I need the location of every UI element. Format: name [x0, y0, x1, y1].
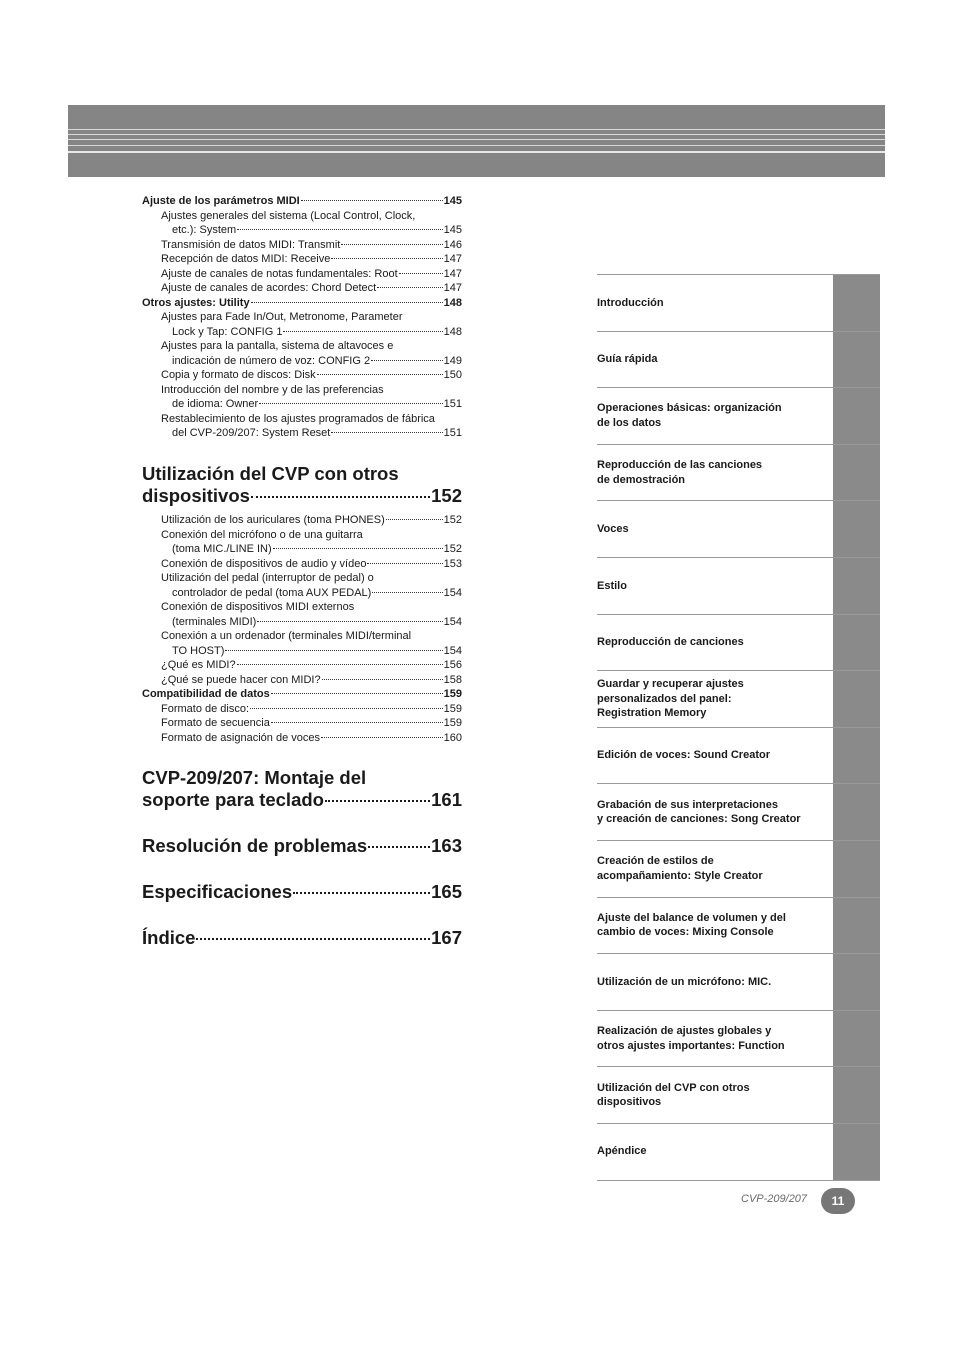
chapter-index-item[interactable]	[597, 387, 880, 444]
chapter-index-item[interactable]	[597, 727, 880, 784]
page-number-badge: 11	[821, 1188, 855, 1214]
toc-entry-text-cont: TO HOST)	[172, 644, 225, 657]
page-number: 167	[431, 927, 462, 948]
chapter-index-item[interactable]	[597, 614, 880, 671]
toc-entry-text: Ajuste de canales de acordes: Chord Detect	[161, 282, 377, 294]
toc-section-specs[interactable]	[142, 881, 462, 903]
toc-entry[interactable]	[142, 368, 462, 383]
toc-entry-text: Recepción de datos MIDI: Receive	[161, 253, 331, 265]
chapter-thumb-tab[interactable]	[833, 1011, 880, 1067]
toc-entry-text: Otros ajustes: Utility	[142, 296, 250, 309]
toc-section-devices[interactable]	[142, 463, 462, 507]
chapter-index-item[interactable]	[597, 500, 880, 557]
footer-model: CVP-209/207	[741, 1193, 808, 1205]
toc-entry-page: 150	[443, 369, 462, 381]
toc-entry[interactable]	[142, 383, 462, 412]
chapter-index-item[interactable]	[597, 1066, 880, 1123]
chapter-index-label: Apéndice	[597, 1145, 647, 1158]
section-title-line2: dispositivos	[142, 485, 250, 506]
toc-entry[interactable]	[142, 629, 462, 658]
chapter-index-label: Reproducción de las canciones de demostración	[597, 459, 763, 486]
chapter-index-label: Guardar y recuperar ajustes personalizados del panel: Registration Memory	[597, 678, 744, 720]
chapter-index-label: Voces	[597, 522, 629, 535]
toc-entry-page: 154	[443, 644, 462, 657]
toc-entry-page: 151	[443, 427, 462, 439]
toc-entry-text: Transmisión de datos MIDI: Transmit	[161, 238, 341, 251]
chapter-index-label: Realización de ajustes globales y otros ajustes importantes: Function	[597, 1025, 785, 1052]
toc-entry[interactable]	[142, 513, 462, 528]
toc-entry[interactable]	[142, 557, 462, 572]
toc-entry-text: Formato de disco:	[161, 702, 250, 715]
toc-entry-text: Conexión a un ordenador (terminales MIDI/terminal	[161, 630, 412, 642]
toc-section-troubleshooting[interactable]	[142, 835, 462, 857]
chapter-index-item[interactable]	[597, 557, 880, 614]
chapter-index-item[interactable]	[597, 1123, 880, 1181]
toc-entry-text: Utilización del pedal (interruptor de pedal) o	[161, 572, 374, 584]
chapter-thumb-tab[interactable]	[833, 275, 880, 331]
toc-entry[interactable]	[142, 702, 462, 717]
chapter-thumb-tab[interactable]	[833, 501, 880, 557]
toc-entry-text: Copia y formato de discos: Disk	[161, 369, 316, 381]
toc-entry-text-cont: etc.): System	[172, 224, 237, 236]
section-title: Especificaciones	[142, 881, 293, 902]
chapter-thumb-tab[interactable]	[833, 332, 880, 388]
toc-entry-page: 156	[443, 659, 462, 671]
chapter-thumb-tab[interactable]	[833, 954, 880, 1010]
header-banner	[68, 105, 885, 177]
chapter-index-item[interactable]	[597, 274, 880, 331]
toc-entry[interactable]	[142, 600, 462, 629]
section-title: Índice	[142, 927, 196, 948]
toc-entry[interactable]	[142, 687, 462, 702]
chapter-thumb-tab[interactable]	[833, 615, 880, 671]
chapter-index-item[interactable]	[597, 783, 880, 840]
toc-section-index[interactable]	[142, 927, 462, 949]
chapter-thumb-tab[interactable]	[833, 898, 880, 954]
chapter-index	[597, 274, 880, 1181]
toc-entry-text: Conexión del micrófono o de una guitarra	[161, 528, 363, 541]
chapter-index-item[interactable]	[597, 331, 880, 388]
toc-entry-page: 159	[443, 702, 462, 715]
toc-entry-text-cont: (toma MIC./LINE IN)	[172, 543, 272, 555]
toc-entry[interactable]	[142, 339, 462, 368]
toc-entry-page: 154	[443, 615, 462, 628]
toc-entry-page: 159	[443, 717, 462, 729]
toc-entry[interactable]	[142, 194, 462, 209]
chapter-thumb-tab[interactable]	[833, 841, 880, 897]
chapter-index-label: Utilización del CVP con otros dispositivos	[597, 1081, 750, 1109]
toc-entry-text: ¿Qué se puede hacer con MIDI?	[161, 673, 321, 686]
toc-entry-text: ¿Qué es MIDI?	[161, 659, 236, 671]
toc-entry-page: 153	[443, 557, 462, 570]
toc-entry[interactable]	[142, 209, 462, 238]
toc-entry[interactable]	[142, 281, 462, 296]
toc-entry-text-cont: (terminales MIDI)	[172, 615, 257, 628]
chapter-thumb-tab[interactable]	[833, 445, 880, 501]
toc-entry-text: Ajuste de canales de notas fundamentales: Root	[161, 267, 398, 280]
page-number: 152	[431, 485, 462, 506]
chapter-thumb-tab[interactable]	[833, 558, 880, 614]
toc-entry[interactable]	[142, 571, 462, 600]
chapter-index-item[interactable]	[597, 897, 880, 954]
chapter-index-item[interactable]	[597, 840, 880, 897]
toc-entry-text: Compatibilidad de datos	[142, 688, 270, 700]
chapter-index-label: Estilo	[597, 579, 627, 592]
toc-entry-text-cont: de idioma: Owner	[172, 398, 259, 410]
chapter-thumb-tab[interactable]	[833, 728, 880, 784]
toc-entry-text: Ajustes generales del sistema (Local Control, Clock,	[161, 209, 416, 222]
toc-entry-text-cont: Lock y Tap: CONFIG 1	[172, 325, 283, 338]
toc-entry-text-cont: indicación de número de voz: CONFIG 2	[172, 354, 371, 367]
toc-entry-page: 159	[443, 688, 462, 700]
toc-entry[interactable]	[142, 310, 462, 339]
toc-section-stand[interactable]	[142, 767, 462, 811]
chapter-thumb-tab[interactable]	[833, 388, 880, 444]
toc-entry[interactable]	[142, 731, 462, 746]
toc-entry-text: Conexión de dispositivos de audio y vídeo	[161, 557, 367, 570]
chapter-index-item[interactable]	[597, 953, 880, 1010]
chapter-index-item[interactable]	[597, 670, 880, 727]
chapter-index-label: Creación de estilos de acompañamiento: Style Creator	[597, 855, 763, 882]
chapter-index-label: Guía rápida	[597, 353, 658, 366]
section-title-line1: Utilización del CVP con otros	[142, 463, 399, 484]
toc-entry[interactable]	[142, 716, 462, 731]
chapter-index-label: Operaciones básicas: organización de los datos	[597, 402, 782, 429]
toc-entry-page: 145	[443, 195, 462, 207]
toc-entry-text: Restablecimiento de los ajustes programados de fábrica	[161, 412, 435, 425]
toc-entry-text: Formato de asignación de voces	[161, 731, 320, 744]
toc-devices-list	[142, 513, 462, 745]
toc-entry[interactable]	[142, 296, 462, 311]
toc-entry[interactable]	[142, 412, 462, 441]
section-title: Resolución de problemas	[142, 835, 368, 856]
chapter-thumb-tab[interactable]	[833, 671, 880, 727]
chapter-index-label: Utilización de un micrófono: MIC.	[597, 975, 772, 988]
toc-entry-page: 147	[443, 253, 462, 265]
chapter-index-label: Reproducción de canciones	[597, 636, 744, 649]
toc-entry-page: 152	[443, 514, 462, 526]
chapter-index-label: Grabación de sus interpretaciones y creación de canciones: Song Creator	[597, 798, 801, 826]
toc-entry-page: 148	[443, 296, 462, 309]
toc-entry-page: 152	[443, 543, 462, 555]
section-title-line2: soporte para teclado	[142, 789, 324, 810]
toc-entry-page: 149	[443, 354, 462, 367]
toc-entry-text-cont: controlador de pedal (toma AUX PEDAL)	[172, 586, 372, 599]
toc-entry[interactable]	[142, 673, 462, 688]
toc-entry-page: 148	[443, 325, 462, 338]
toc-entry-page: 146	[443, 238, 462, 251]
toc-entry-page: 160	[443, 731, 462, 744]
toc-entry-page: 147	[443, 282, 462, 294]
toc-entry-page: 145	[443, 224, 462, 236]
toc-entry-page: 147	[443, 267, 462, 280]
toc-entry-page: 151	[443, 398, 462, 410]
page-number: 163	[431, 835, 462, 856]
toc-entry[interactable]	[142, 238, 462, 253]
chapter-index-label: Introducción	[597, 296, 664, 309]
toc-entry-page: 158	[443, 673, 462, 686]
toc-entry[interactable]	[142, 252, 462, 267]
toc-entry-text: Conexión de dispositivos MIDI externos	[161, 601, 355, 613]
toc-entry-text: Formato de secuencia	[161, 717, 270, 729]
toc-entry[interactable]	[142, 528, 462, 557]
toc-entry-page: 154	[443, 586, 462, 599]
toc-entry-text: Ajuste de los parámetros MIDI	[142, 195, 300, 207]
chapter-thumb-tab[interactable]	[833, 1124, 880, 1180]
chapter-thumb-tab[interactable]	[833, 784, 880, 840]
toc-midi-utility	[142, 194, 462, 441]
toc-entry-text: Ajustes para Fade In/Out, Metronome, Parameter	[161, 311, 403, 323]
page-number: 161	[431, 789, 462, 810]
chapter-index-item[interactable]	[597, 1010, 880, 1067]
toc-entry-text-cont: del CVP-209/207: System Reset	[172, 427, 331, 439]
toc-entry-text: Utilización de los auriculares (toma PHONES)	[161, 514, 385, 526]
toc-entry[interactable]	[142, 658, 462, 673]
toc-entry[interactable]	[142, 267, 462, 282]
toc-entry-text: Ajustes para la pantalla, sistema de altavoces e	[161, 340, 394, 352]
chapter-index-label: Edición de voces: Sound Creator	[597, 749, 770, 762]
chapter-thumb-tab[interactable]	[833, 1067, 880, 1123]
chapter-index-item[interactable]	[597, 444, 880, 501]
toc-entry-text: Introducción del nombre y de las preferencias	[161, 383, 384, 396]
chapter-index-label: Ajuste del balance de volumen y del cambio de voces: Mixing Console	[597, 911, 786, 939]
page-number: 165	[431, 881, 462, 902]
section-title-line1: CVP-209/207: Montaje del	[142, 767, 367, 788]
